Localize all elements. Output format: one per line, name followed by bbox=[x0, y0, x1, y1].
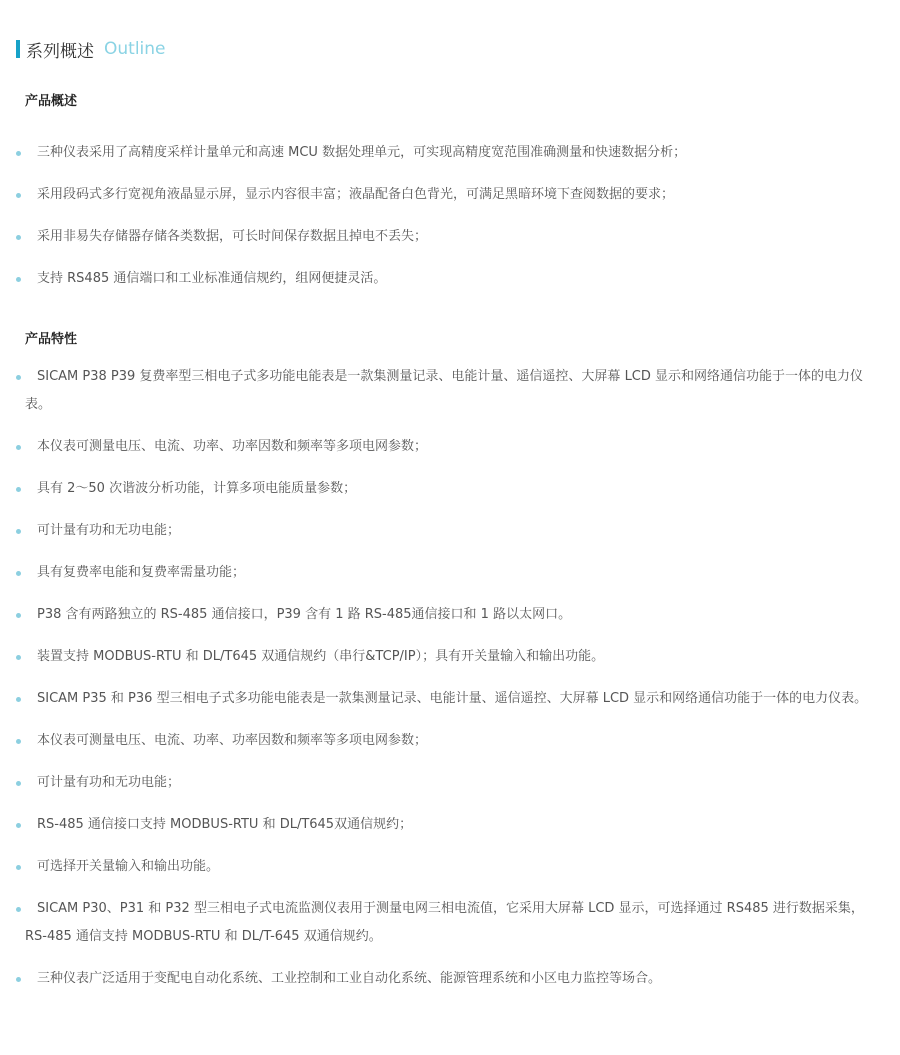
bullet-dot-icon bbox=[16, 977, 21, 982]
list-item-text: 三种仪表广泛适用于变配电自动化系统、工业控制和工业自动化系统、能源管理系统和小区电力监控等场合。 bbox=[37, 971, 662, 986]
list-item-text: 本仪表可测量电压、电流、功率、功率因数和频率等多项电网参数； bbox=[37, 733, 428, 748]
bullet-dot-icon bbox=[16, 907, 21, 912]
list-item-text: 装置支持 MODBUS-RTU 和 DL/T645 双通信规约（串行&TCP/IP）；具有开关量输入和输出功能。 bbox=[37, 649, 605, 664]
overview-title: 产品概述 bbox=[25, 94, 78, 109]
bullet-dot-icon bbox=[16, 375, 21, 380]
bullet-dot-icon bbox=[16, 529, 21, 534]
list-item-text: 采用段码式多行宽视角液晶显示屏，显示内容很丰富；液晶配备白色背光，可满足黑暗环境下查阅数据的要求； bbox=[37, 187, 675, 202]
list-item-text: 具有 2～50 次谐波分析功能，计算多项电能质量参数； bbox=[37, 481, 357, 496]
features-list bbox=[0, 363, 880, 1007]
header-title: 系列概述 bbox=[26, 41, 94, 62]
bullet-dot-icon bbox=[16, 655, 21, 660]
list-item-text: SICAM P30、P31 和 P32 型三相电子式电流监测仪表用于测量电网三相电流值，它采用大屏幕 LCD 显示，可选择通过 RS485 进行数据采集，RS-485 通信支持 MODBUS-RTU 和 DL/T-645 双通信规约。 bbox=[25, 901, 864, 944]
list-item bbox=[0, 517, 880, 545]
list-item bbox=[0, 685, 880, 713]
bullet-dot-icon bbox=[16, 571, 21, 576]
list-item bbox=[0, 811, 880, 839]
bullet-dot-icon bbox=[16, 193, 21, 198]
bullet-dot-icon bbox=[16, 235, 21, 240]
bullet-dot-icon bbox=[16, 781, 21, 786]
list-item bbox=[0, 265, 880, 293]
list-item-text: P38 含有两路独立的 RS-485 通信接口，P39 含有 1 路 RS-485通信接口和 1 路以太网口。 bbox=[37, 607, 572, 622]
list-item bbox=[0, 853, 880, 881]
features-title: 产品特性 bbox=[25, 332, 78, 347]
bullet-dot-icon bbox=[16, 151, 21, 156]
header-subtitle: Outline bbox=[104, 39, 166, 59]
list-item bbox=[0, 559, 880, 587]
list-item-text: SICAM P38 P39 复费率型三相电子式多功能电能表是一款集测量记录、电能计量、遥信遥控、大屏幕 LCD 显示和网络通信功能于一体的电力仪表。 bbox=[25, 369, 864, 412]
bullet-dot-icon bbox=[16, 697, 21, 702]
list-item bbox=[0, 475, 880, 503]
list-item-text: 可选择开关量输入和输出功能。 bbox=[37, 859, 220, 874]
header-accent-bar bbox=[16, 40, 20, 58]
list-item bbox=[0, 965, 880, 993]
list-item bbox=[0, 139, 880, 167]
bullet-dot-icon bbox=[16, 739, 21, 744]
bullet-dot-icon bbox=[16, 613, 21, 618]
overview-list bbox=[0, 139, 880, 307]
list-item-text: 三种仪表采用了高精度采样计量单元和高速 MCU 数据处理单元，可实现高精度宽范围准确测量和快速数据分析； bbox=[37, 145, 687, 160]
list-item-text: 可计量有功和无功电能； bbox=[37, 523, 181, 538]
list-item-text: 具有复费率电能和复费率需量功能； bbox=[37, 565, 246, 580]
list-item-text: 采用非易失存储器存储各类数据，可长时间保存数据且掉电不丢失； bbox=[37, 229, 428, 244]
list-item bbox=[0, 895, 880, 951]
list-item-text: 支持 RS485 通信端口和工业标准通信规约，组网便捷灵活。 bbox=[37, 271, 387, 286]
bullet-dot-icon bbox=[16, 487, 21, 492]
list-item bbox=[0, 363, 880, 419]
bullet-dot-icon bbox=[16, 865, 21, 870]
list-item bbox=[0, 181, 880, 209]
list-item-text: SICAM P35 和 P36 型三相电子式多功能电能表是一款集测量记录、电能计量、遥信遥控、大屏幕 LCD 显示和网络通信功能于一体的电力仪表。 bbox=[37, 691, 868, 706]
bullet-dot-icon bbox=[16, 277, 21, 282]
list-item bbox=[0, 769, 880, 797]
list-item-text: 本仪表可测量电压、电流、功率、功率因数和频率等多项电网参数； bbox=[37, 439, 428, 454]
list-item-text: 可计量有功和无功电能； bbox=[37, 775, 181, 790]
section-header bbox=[16, 38, 166, 60]
list-item bbox=[0, 601, 880, 629]
list-item bbox=[0, 223, 880, 251]
list-item bbox=[0, 433, 880, 461]
bullet-dot-icon bbox=[16, 823, 21, 828]
list-item bbox=[0, 643, 880, 671]
list-item bbox=[0, 727, 880, 755]
bullet-dot-icon bbox=[16, 445, 21, 450]
list-item-text: RS-485 通信接口支持 MODBUS-RTU 和 DL/T645双通信规约； bbox=[37, 817, 413, 832]
